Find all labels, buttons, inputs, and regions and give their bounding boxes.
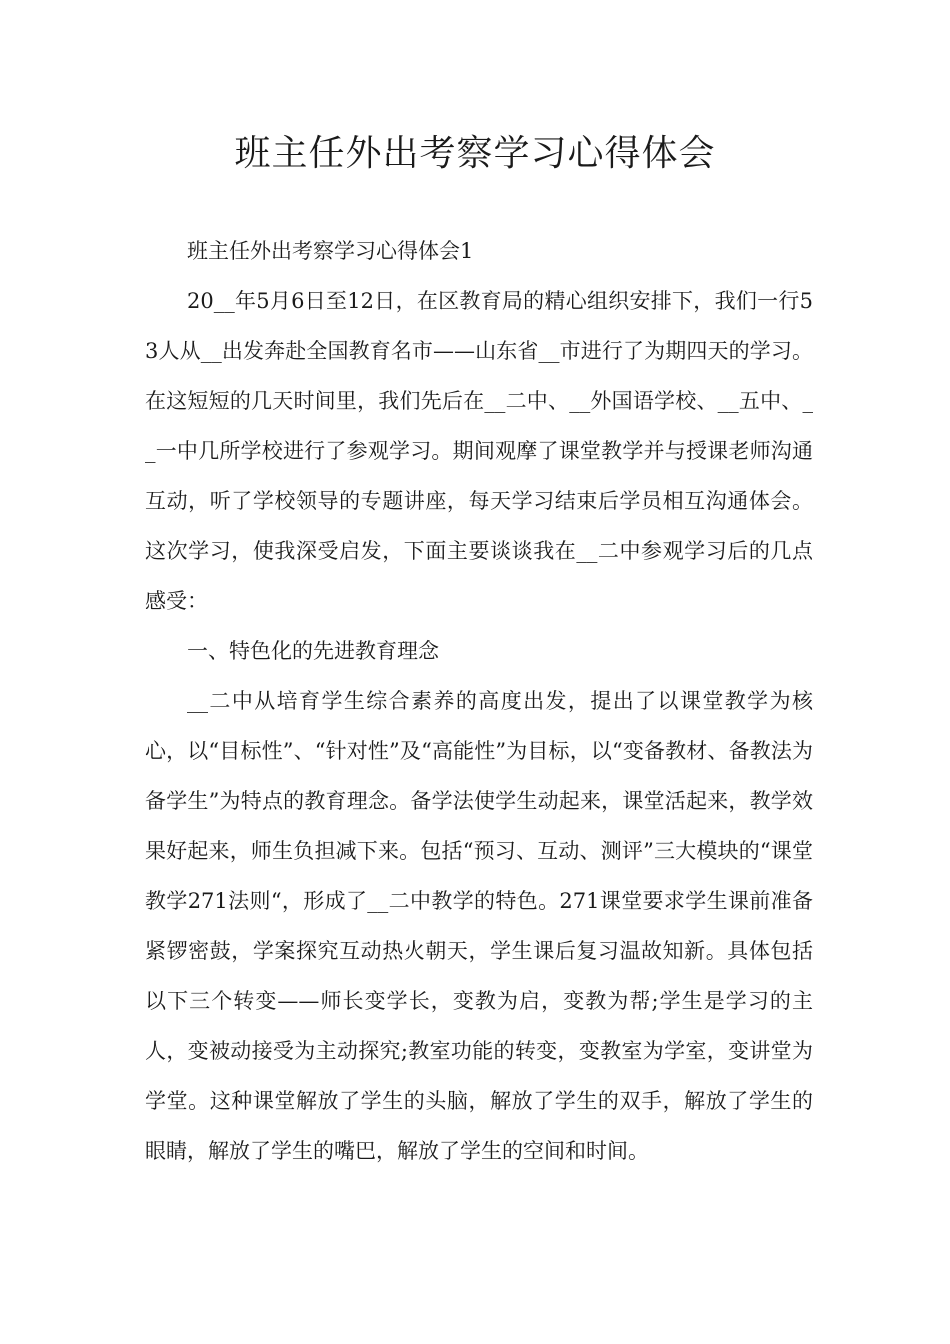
- section-heading: 班主任外出考察学习心得体会1: [187, 239, 474, 263]
- paragraph: 20__年5月6日至12日，在区教育局的精心组织安排下，我们一行53人从__出发奔赴全国教育名市——山东省__市进行了为期四天的学习。在这短短的几天时间里，我们先后在__二中、__外国语学校、__五中、__一中几所学校进行了参观学习。期间观摩了课堂教学并与授课老师沟通互动，听了学校领导的专题讲座，每天学习结束后学员相互沟通体会。这次学习，使我深受启发，下面主要谈谈我在__二中参观学习后的几点感受：: [145, 289, 813, 613]
- document-body: [145, 226, 813, 1176]
- document-title: 班主任外出考察学习心得体会: [234, 133, 716, 174]
- paragraph: __二中从培育学生综合素养的高度出发，提出了以课堂教学为核心，以“目标性”、“针对性”及“高能性”为目标，以“变备教材、备教法为备学生”为特点的教育理念。备学法使学生动起来，课堂活起来，教学效果好起来，师生负担减下来。包括“预习、互动、测评”三大模块的“课堂教学271法则“，形成了__二中教学的特色。271课堂要求学生课前准备紧锣密鼓，学案探究互动热火朝天，学生课后复习温故知新。具体包括以下三个转变——师长变学长，变教为启，变教为帮;学生是学习的主人，变被动接受为主动探究;教室功能的转变，变教室为学室，变讲堂为学堂。这种课堂解放了学生的头脑，解放了学生的双手，解放了学生的眼睛，解放了学生的嘴巴，解放了学生的空间和时间。: [145, 689, 813, 1163]
- subsection-heading: 一、特色化的先进教育理念: [187, 639, 439, 663]
